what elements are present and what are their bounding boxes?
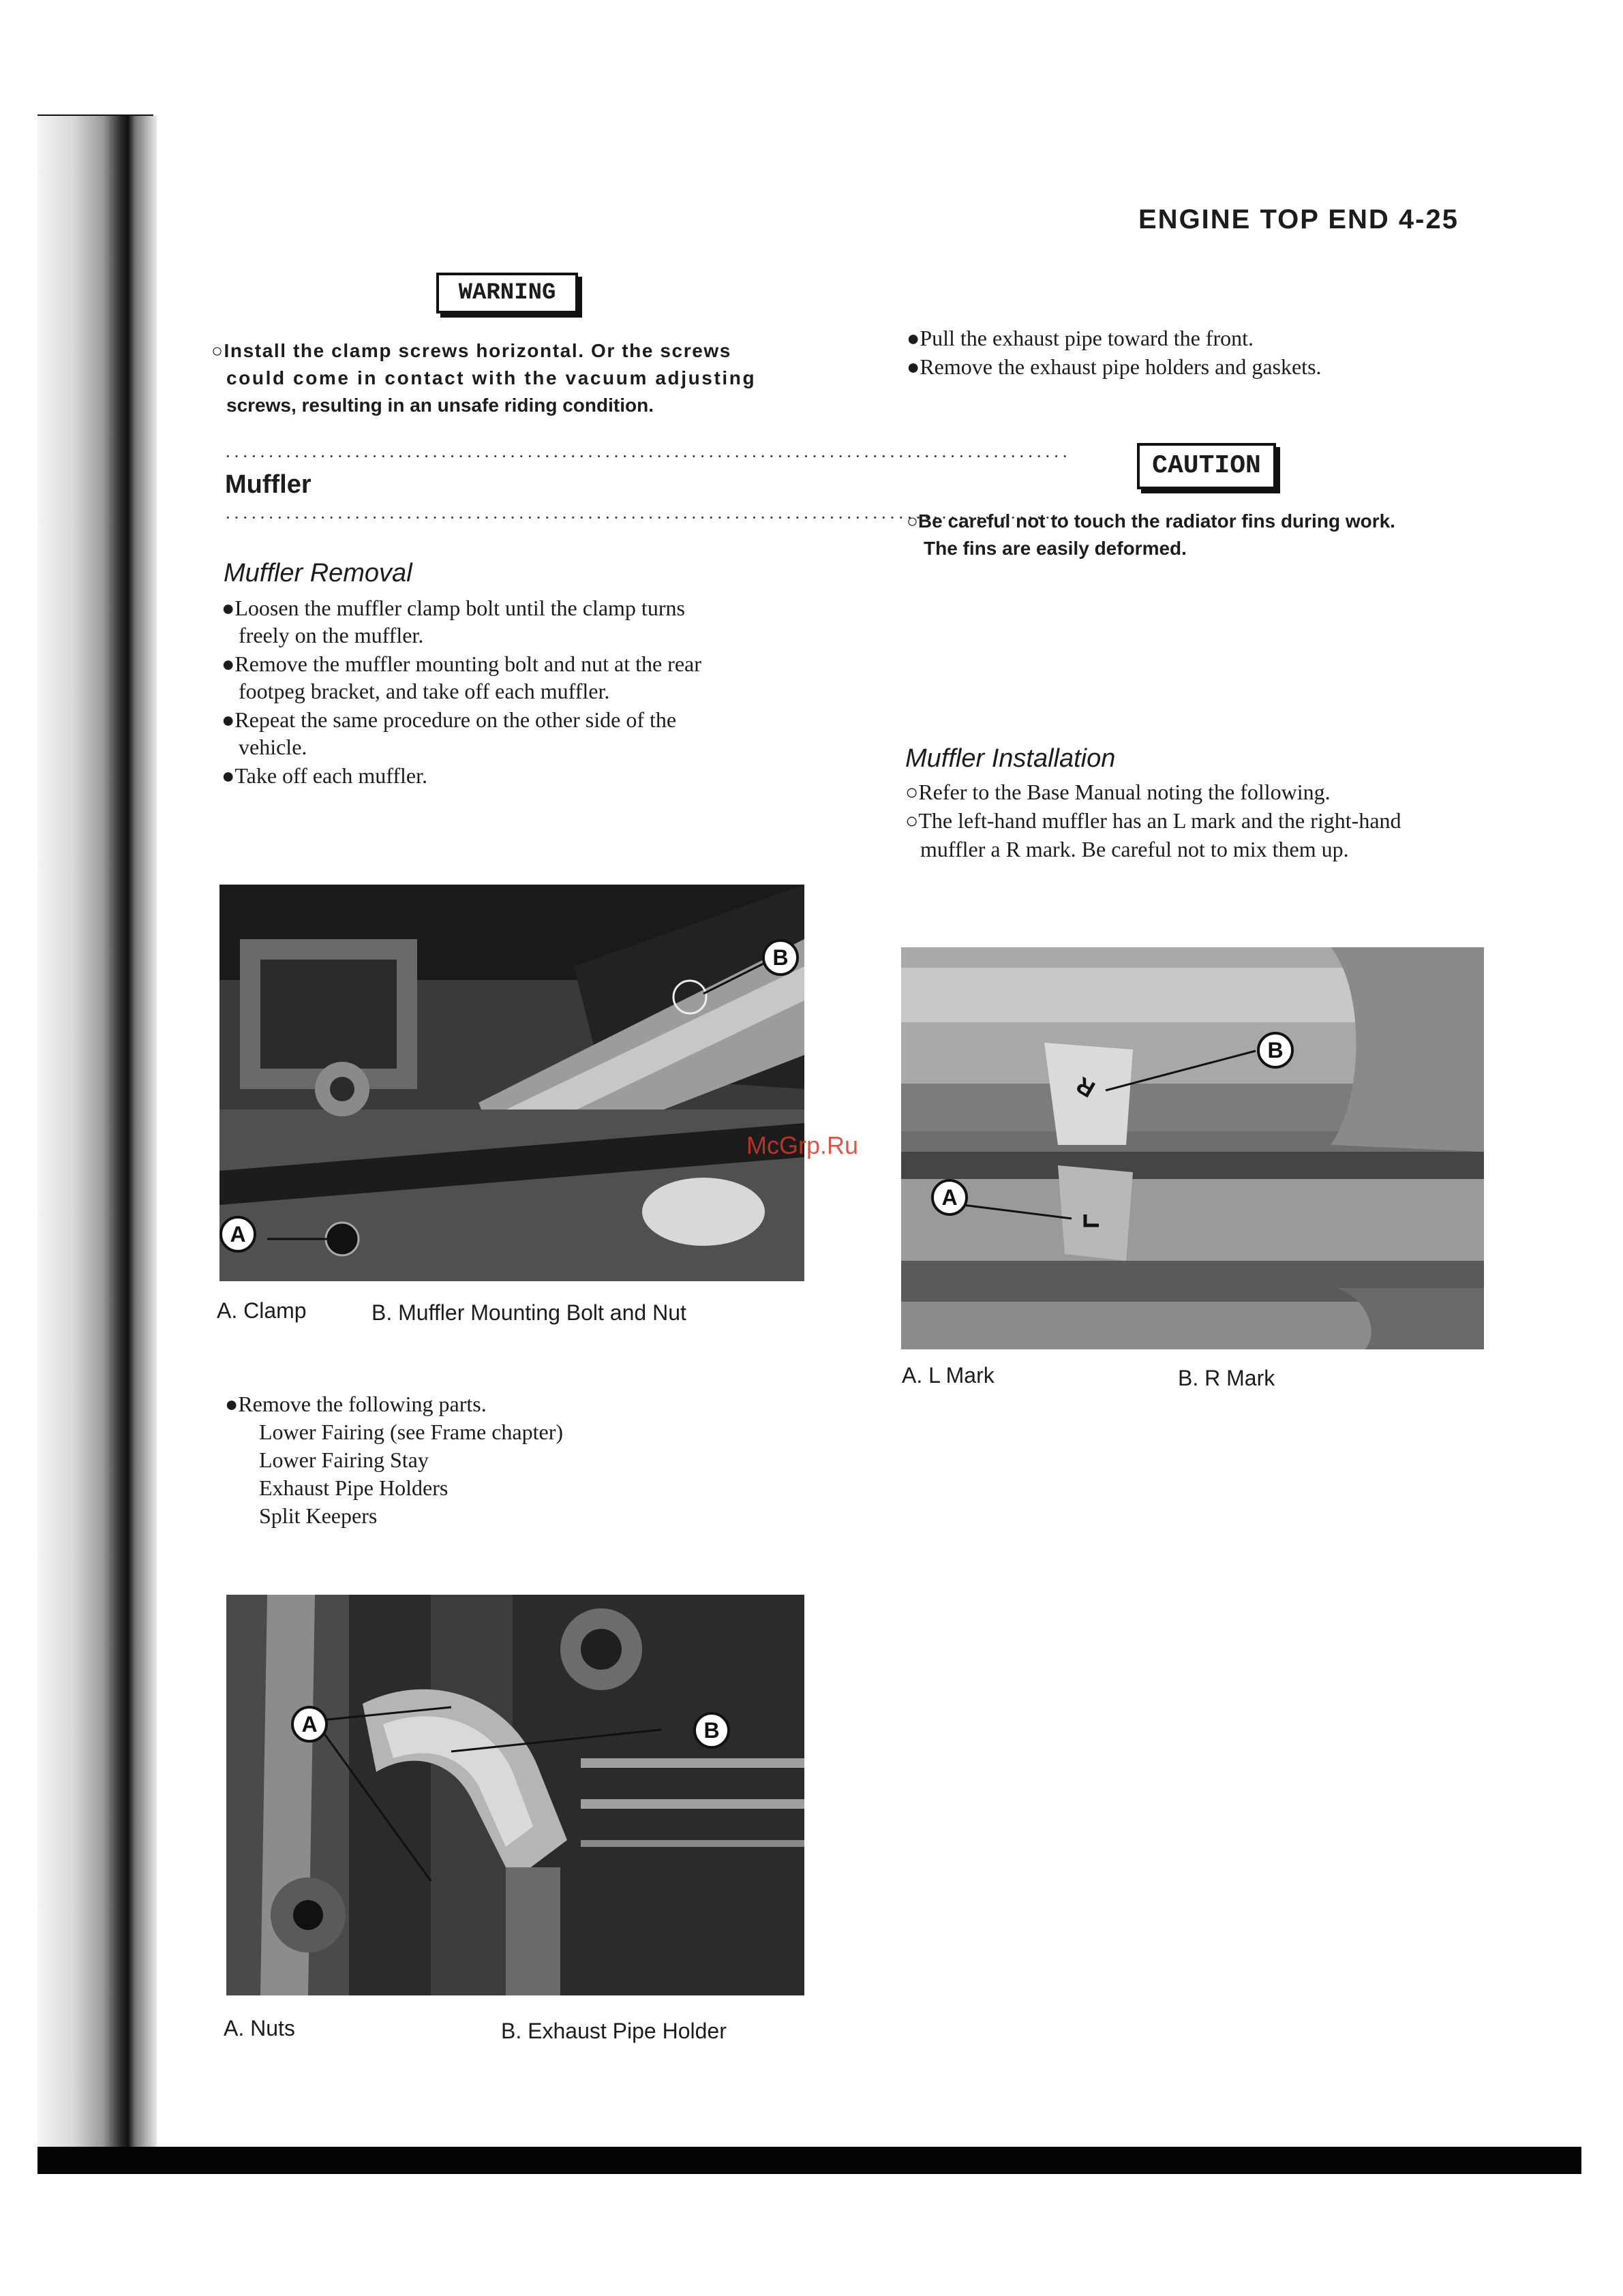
exhaust-holder-photo <box>226 1595 804 1995</box>
right-step-line: ●Pull the exhaust pipe toward the front. <box>907 326 1254 350</box>
section-divider-bottom: ·································································································· <box>225 508 1071 527</box>
figure3-caption-a: A. L Mark <box>902 1363 995 1388</box>
removal-line: vehicle. <box>239 735 307 759</box>
parts-intro: ●Remove the following parts. <box>225 1392 487 1416</box>
installation-line: ○Refer to the Base Manual noting the following. <box>905 780 1331 804</box>
callout-b: B <box>1257 1032 1294 1069</box>
figure2-caption-b: B. Exhaust Pipe Holder <box>501 2019 727 2043</box>
parts-item: Lower Fairing Stay <box>259 1448 429 1472</box>
parts-item: Exhaust Pipe Holders <box>259 1475 449 1500</box>
parts-item: Lower Fairing (see Frame chapter) <box>259 1420 564 1444</box>
callout-a: A <box>291 1706 328 1743</box>
removal-line: ●Repeat the same procedure on the other side of the <box>222 707 677 732</box>
figure1-caption-a: A. Clamp <box>217 1298 307 1323</box>
installation-heading: Muffler Installation <box>905 744 1116 773</box>
right-steps <box>907 324 1520 386</box>
warning-line: ○Install the clamp screws horizontal. Or the screws <box>211 340 731 361</box>
section-divider-top: ·································································································· <box>225 446 1071 466</box>
removal-line: ●Remove the muffler mounting bolt and nut at the rear <box>222 652 701 676</box>
svg-text:R: R <box>1072 1071 1099 1103</box>
scan-bottom-bar <box>37 2147 1581 2174</box>
removal-line: footpeg bracket, and take off each muffler. <box>239 679 610 703</box>
watermark-text: McGrp.Ru <box>746 1131 859 1159</box>
caution-label: CAUTION <box>1137 443 1276 489</box>
parts-list <box>225 1390 702 1540</box>
muffler-removal-photo <box>219 885 804 1281</box>
figure2-caption-a: A. Nuts <box>224 2016 295 2040</box>
parts-item: Split Keepers <box>259 1503 378 1528</box>
removal-steps <box>222 594 815 799</box>
callout-b: B <box>762 939 799 976</box>
figure1-caption-b: B. Muffler Mounting Bolt and Nut <box>371 1300 686 1325</box>
page-header-title: ENGINE TOP END 4-25 <box>1138 204 1459 234</box>
removal-line: ●Loosen the muffler clamp bolt until the clamp turns <box>222 596 685 620</box>
scan-spine-shadow <box>37 116 157 2154</box>
caution-line: The fins are easily deformed. <box>924 538 1187 559</box>
installation-line: muffler a R mark. Be careful not to mix them up. <box>920 837 1349 861</box>
removal-heading: Muffler Removal <box>224 559 412 587</box>
muffler-marks-photo <box>901 947 1484 1349</box>
callout-a: A <box>931 1179 968 1216</box>
caution-line: ○Be careful not to touch the radiator fins during work. <box>907 510 1395 532</box>
warning-line: screws, resulting in an unsafe riding condition. <box>226 395 654 416</box>
callout-b: B <box>693 1712 730 1749</box>
caution-text <box>907 508 1520 569</box>
callout-a: A <box>219 1216 256 1253</box>
figure3-caption-b: B. R Mark <box>1178 1366 1275 1390</box>
right-step-line: ●Remove the exhaust pipe holders and gaskets. <box>907 354 1322 379</box>
installation-steps <box>905 778 1519 867</box>
installation-line: ○The left-hand muffler has an L mark and the right-hand <box>905 808 1401 833</box>
section-title: Muffler <box>225 470 312 499</box>
warning-line: could come in contact with the vacuum adjusting <box>226 367 757 388</box>
warning-label: WARNING <box>436 273 578 313</box>
removal-line: freely on the muffler. <box>239 623 424 647</box>
removal-line: ●Take off each muffler. <box>222 763 427 788</box>
